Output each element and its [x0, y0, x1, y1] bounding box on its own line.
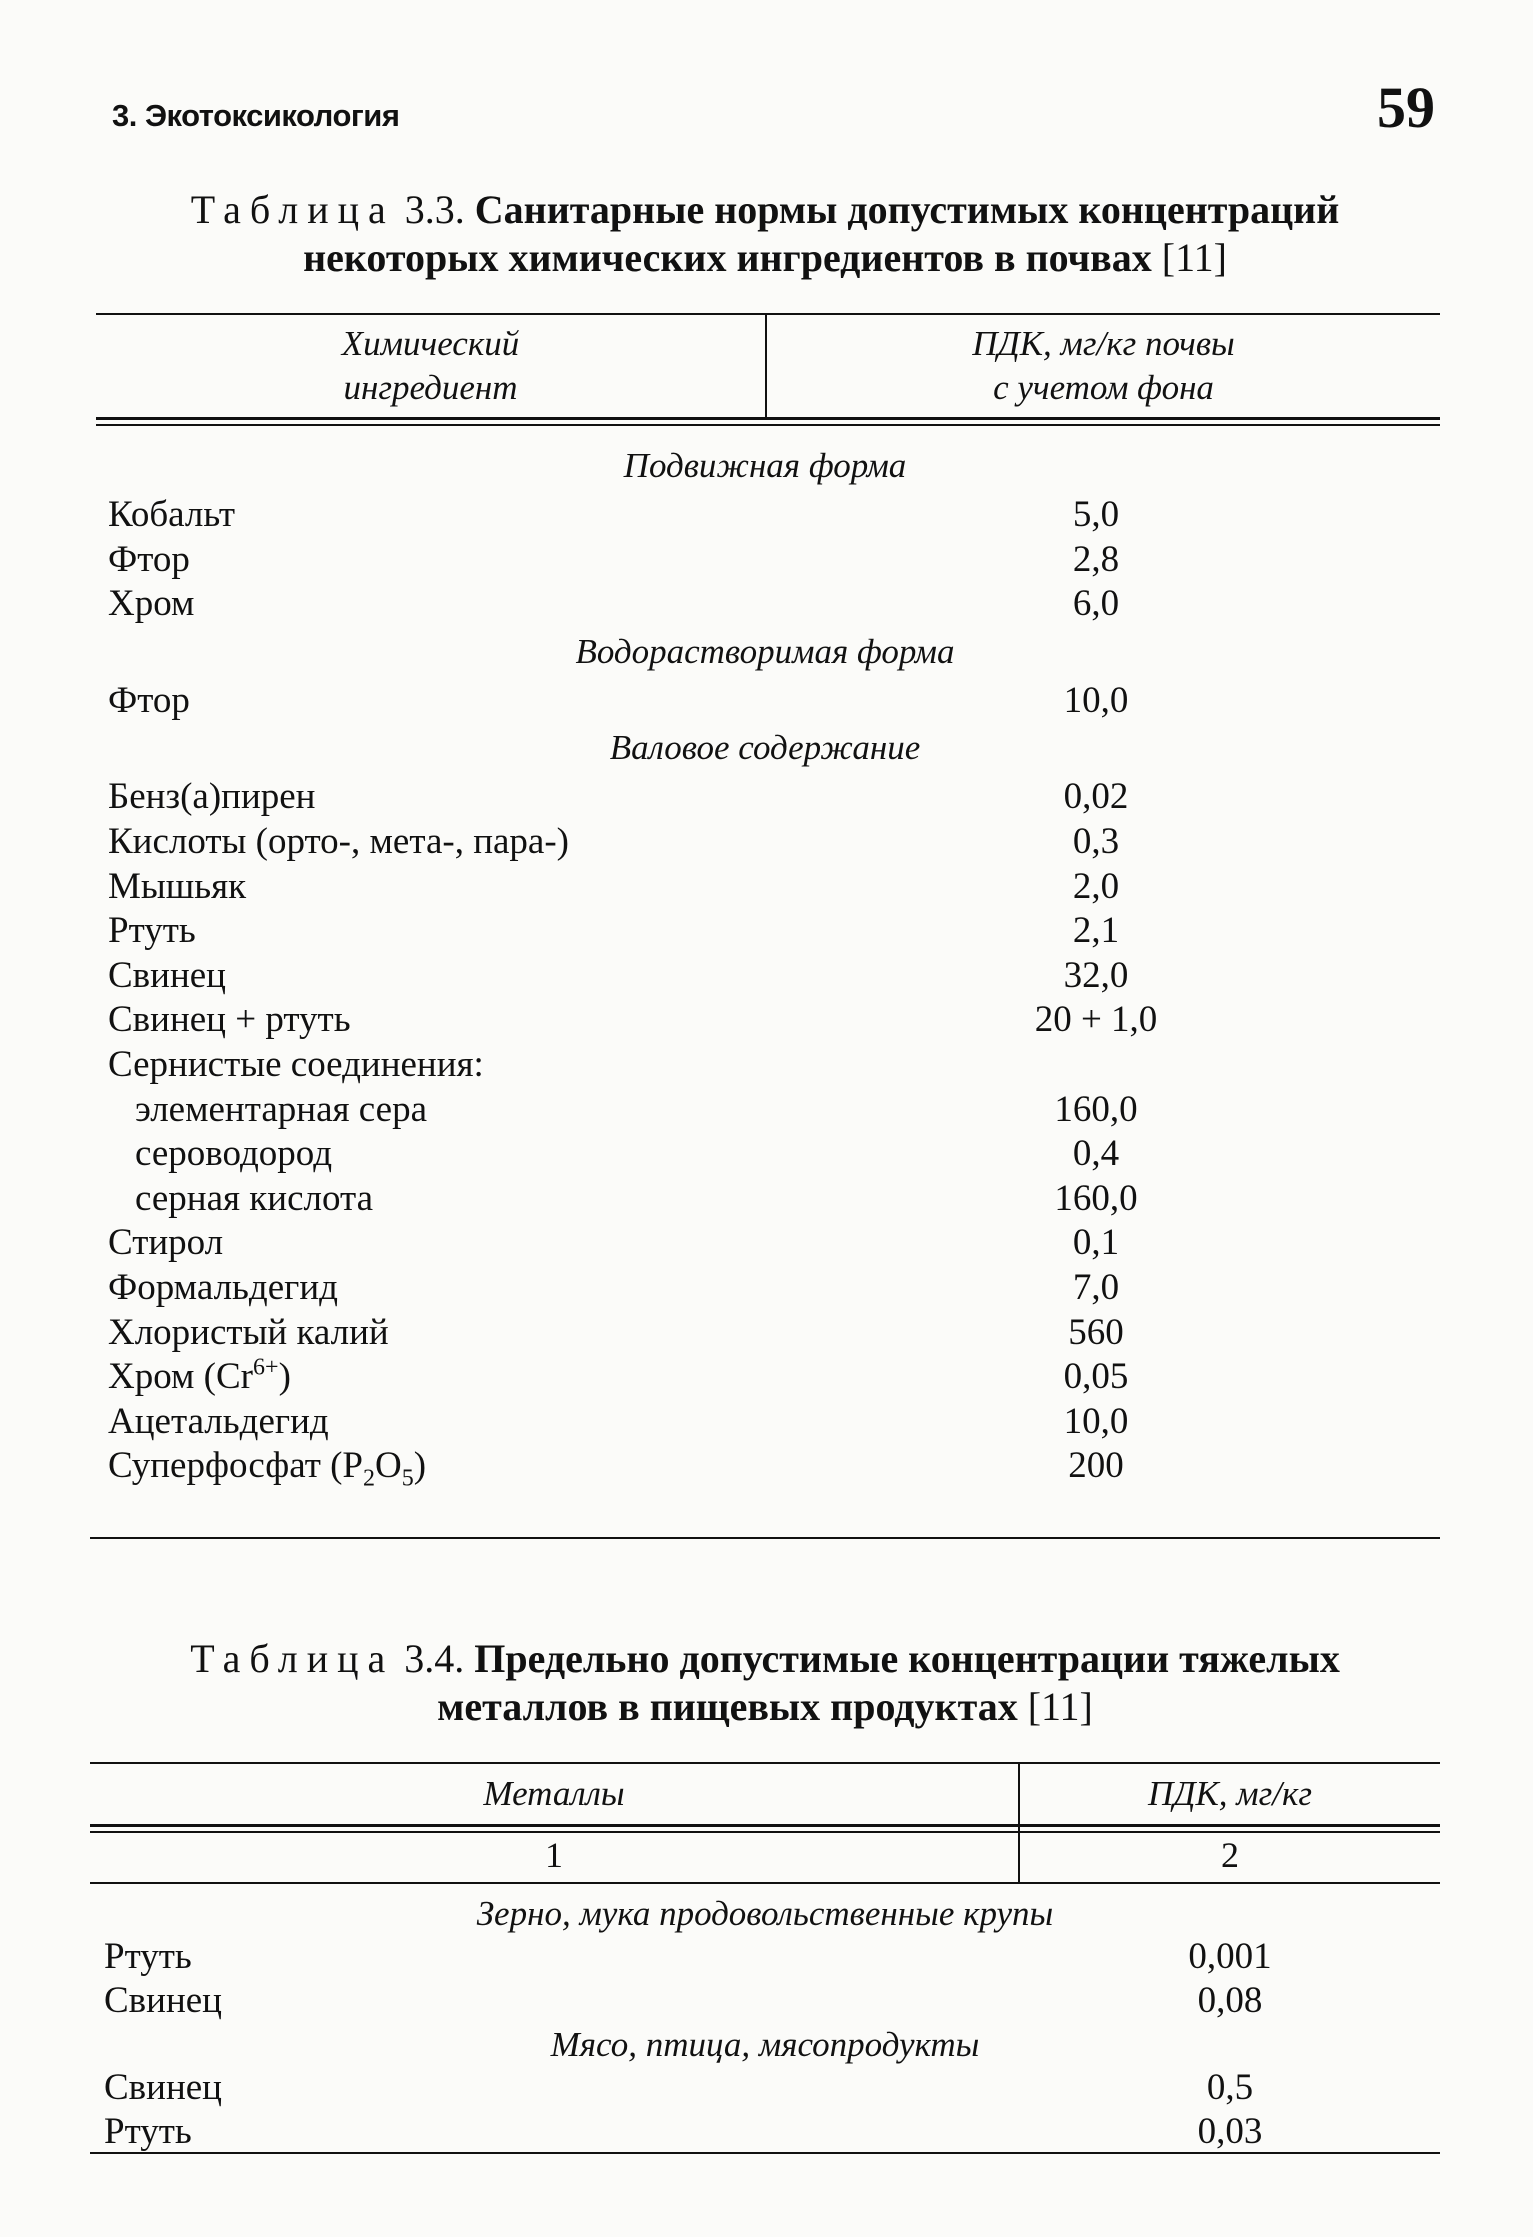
table-row-name [108, 775, 315, 819]
table-row-value: 0,02 [1063, 776, 1129, 818]
table-row-value: 0,1 [1072, 1222, 1120, 1264]
table-3-3-caption-line1 [90, 186, 1440, 234]
caption-title-line2: некоторых химических ингредиентов в почвах [303, 235, 1152, 280]
row-name-superscript: 6+ [253, 1354, 279, 1381]
section-title: Подвижная форма [623, 446, 907, 485]
section-title: Валовое содержание [609, 728, 921, 768]
caption-title-line1: Санитарные нормы допустимых концентраций [474, 187, 1340, 232]
table-3-3-top-rule [96, 313, 1440, 315]
row-name-text: Ртуть [104, 1936, 192, 1977]
table-row-name [108, 1311, 389, 1355]
row-name-text: Свинец + ртуть [108, 999, 351, 1041]
table-row-value: 160,0 [1054, 1088, 1138, 1130]
table-row-value: 0,05 [1063, 1356, 1129, 1398]
table-row-value: 0,001 [1188, 1936, 1272, 1977]
table-row-name [104, 2066, 222, 2110]
table-row-name [108, 1043, 484, 1087]
caption-title-line2: металлов в пищевых продуктах [437, 1684, 1018, 1729]
table-3-4-number-rule [90, 1882, 1440, 1884]
table-row-name [108, 998, 351, 1042]
row-name-text: Свинец [104, 1980, 222, 2021]
row-name-text: Фтор [108, 538, 190, 580]
table-3-3-col1-header [96, 322, 765, 410]
row-name-subscript: 5 [401, 1465, 414, 1492]
table-row-value: 560 [1068, 1311, 1124, 1353]
table-3-4-caption-line1 [90, 1635, 1440, 1683]
table-row-value: 160,0 [1054, 1177, 1138, 1219]
page-number: 59 [1377, 75, 1435, 140]
table-3-4-header-rule [90, 1824, 1440, 1833]
table-row-name [108, 954, 226, 998]
table-row-value: 0,03 [1197, 2111, 1263, 2152]
table-row-name [104, 2110, 192, 2154]
table-row-name [108, 1266, 338, 1310]
row-name-text: Свинец [108, 954, 226, 996]
table-row-value: 0,5 [1206, 2067, 1254, 2108]
table-row-value: 7,0 [1072, 1267, 1120, 1308]
table-row-value: 6,0 [1072, 583, 1120, 625]
section-title: Мясо, птица, мясопродукты [550, 2025, 980, 2064]
table-row-value: 10,0 [1063, 1400, 1129, 1442]
row-name-text: Стирол [108, 1222, 224, 1264]
table-row-name [104, 1979, 222, 2023]
table-row-name [108, 538, 190, 582]
row-name-text: Ртуть [108, 910, 196, 952]
table-row-name [108, 582, 194, 626]
table-3-3-caption [90, 186, 1440, 282]
row-name-text: Хлористый калий [108, 1311, 389, 1353]
table-row-name [104, 1935, 192, 1979]
table-3-4-caption-line2 [90, 1683, 1440, 1731]
caption-ref: [11] [1027, 1684, 1093, 1729]
table-row-name [135, 1177, 373, 1221]
row-name-text: Фтор [108, 679, 190, 721]
col2-header-line1: ПДК, мг/кг почвы [972, 324, 1235, 363]
table-3-3-bottom-rule [90, 1537, 1440, 1539]
row-name-text: ) [278, 1356, 291, 1398]
row-name-text: Свинец [104, 2067, 222, 2108]
table-3-4-top-rule [90, 1762, 1440, 1764]
table-row-name [108, 679, 190, 723]
row-name-text: O [375, 1445, 402, 1487]
table-3-4-col1-header: Металлы [483, 1774, 625, 1813]
row-name-subscript: 2 [363, 1465, 376, 1492]
row-name-text: элементарная сера [135, 1088, 427, 1130]
section-title: Водорастворимая форма [575, 631, 955, 671]
table-row-value: 2,8 [1072, 538, 1120, 580]
row-name-text: Бенз(а)пирен [108, 776, 316, 818]
caption-label: Таблица [190, 187, 395, 232]
row-name-text: Мышьяк [108, 865, 247, 907]
table-row-value: 2,1 [1072, 910, 1120, 952]
table-3-3-caption-line2 [90, 234, 1440, 282]
table-row-value: 0,4 [1072, 1133, 1120, 1175]
table-row-name [108, 820, 569, 864]
table-row-name [108, 1400, 329, 1444]
table-3-4-col2-header: ПДК, мг/кг [1147, 1774, 1313, 1813]
table-3-4-col2-number: 2 [1221, 1835, 1239, 1875]
table-3-4-caption [90, 1635, 1440, 1731]
row-name-text: серная кислота [135, 1177, 374, 1219]
table-row-value: 0,08 [1197, 1980, 1263, 2021]
col1-header-line1: Химический [341, 324, 520, 363]
caption-ref: [11] [1161, 235, 1227, 280]
table-row-value: 10,0 [1063, 679, 1129, 721]
row-name-text: Кислоты (орто-, мета-, пара-) [108, 821, 569, 862]
table-row-name [108, 909, 196, 953]
table-row-value: 5,0 [1072, 494, 1120, 535]
running-head: 3. Экотоксикология [112, 98, 400, 133]
table-row-name [108, 865, 246, 909]
table-row-name [135, 1132, 332, 1176]
row-name-text: Хром [108, 583, 195, 625]
table-3-4-bottom-rule [90, 2152, 1440, 2154]
col1-header-line2: ингредиент [343, 368, 518, 407]
row-name-text: Суперфосфат (P [108, 1445, 364, 1487]
caption-label: Таблица [190, 1636, 395, 1681]
table-row-name [108, 493, 235, 537]
row-name-text: Ртуть [104, 2111, 192, 2152]
table-row-name [108, 1444, 427, 1492]
table-row-value: 200 [1068, 1445, 1124, 1487]
table-3-3-col2-header [767, 322, 1440, 410]
caption-number: 3.4. [404, 1636, 465, 1681]
row-name-text: ) [413, 1445, 427, 1487]
table-3-3-header-rule [96, 417, 1440, 426]
caption-title-line1: Предельно допустимые концентрации тяжелых [474, 1636, 1340, 1681]
table-row-value: 32,0 [1063, 954, 1129, 996]
row-name-text: Формальдегид [108, 1267, 338, 1308]
section-title: Зерно, мука продовольственные крупы [476, 1894, 1054, 1933]
table-row-value: 20 + 1,0 [1034, 999, 1158, 1041]
caption-number: 3.3. [404, 187, 465, 232]
table-row-value: 2,0 [1072, 865, 1120, 907]
table-row-value: 0,3 [1072, 821, 1120, 862]
table-row-name [135, 1088, 427, 1132]
row-name-text: Ацетальдегид [108, 1400, 329, 1442]
row-name-text: Сернистые соединения: [108, 1044, 484, 1085]
table-row-name [108, 1221, 223, 1265]
table-3-4-col1-number: 1 [545, 1835, 563, 1875]
row-name-text: Кобальт [108, 494, 236, 535]
row-name-text: сероводород [135, 1133, 333, 1175]
table-row-name [108, 1355, 291, 1399]
row-name-text: Хром (Cr [108, 1356, 254, 1398]
col2-header-line2: с учетом фона [993, 368, 1214, 407]
